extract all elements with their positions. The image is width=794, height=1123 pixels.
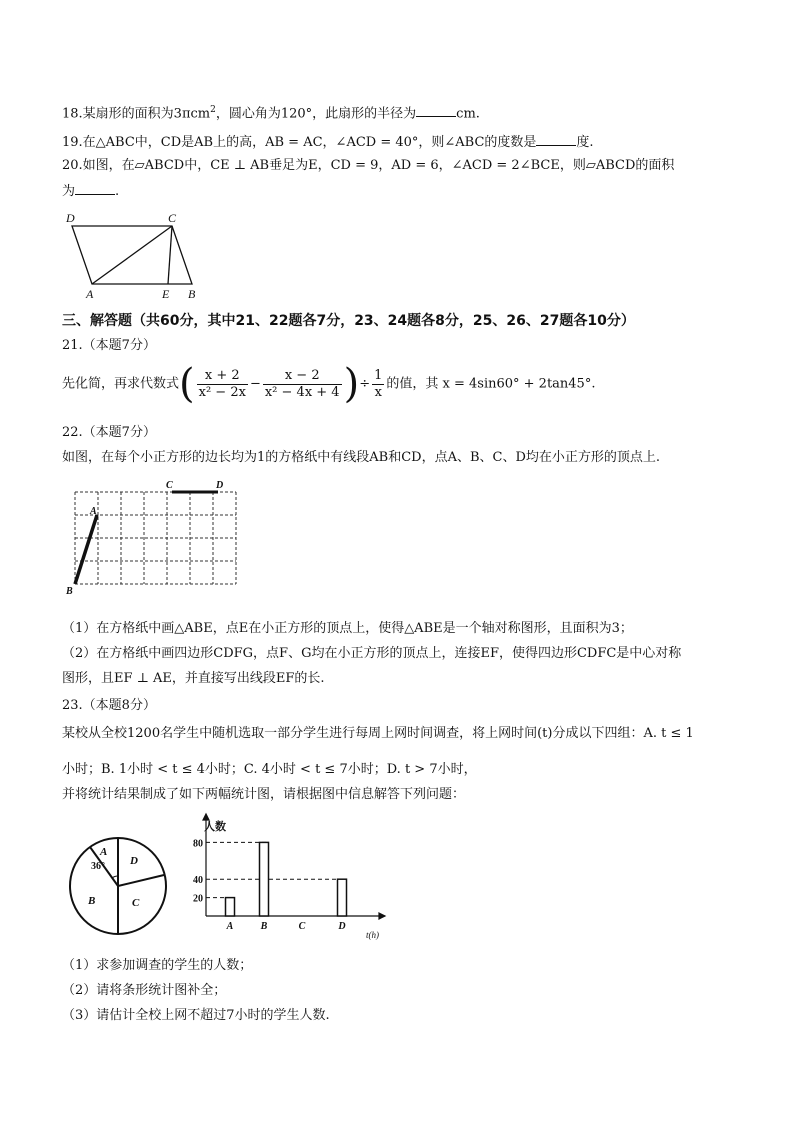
q21-header: 21.（本题7分） — [62, 338, 156, 353]
bar-chart — [180, 812, 395, 947]
q22-header: 22.（本题7分） — [62, 425, 156, 440]
frac2-denominator: x² − 4x + 4 — [264, 384, 340, 400]
diagonal-ac — [92, 226, 172, 284]
q21-paren-open: ( — [179, 361, 195, 407]
pie-label-c: C — [132, 897, 140, 909]
q21-paren-close: ) — [343, 361, 360, 407]
q21-minus: − — [249, 376, 261, 392]
q21-intro: 先化简，再求代数式 — [62, 376, 180, 392]
q20-period: . — [115, 184, 120, 199]
frac2-numerator: x − 2 — [263, 368, 342, 385]
q22-part2-line1: （2）在方格纸中画四边形CDFG，点F、G均在小正方形的顶点上，连接EF，使得四边形CDFC是中心对称 — [62, 646, 682, 661]
grid-label-d: D — [216, 480, 224, 491]
question-19 — [62, 133, 594, 152]
q21-condition: 的值，其 x = 4sin60° + 2tan45°. — [386, 376, 596, 392]
bar-B — [260, 842, 269, 916]
pie-label-b: B — [88, 895, 96, 907]
pie-chart — [66, 832, 176, 944]
x-tick-label: D — [338, 921, 346, 932]
q18-text-mid: ，圆心角为120°，此扇形的半径为 — [215, 106, 417, 122]
bar-marks — [193, 838, 347, 932]
figure-22-grid — [62, 478, 252, 598]
grid-lines — [75, 492, 236, 584]
x-tick-label: C — [298, 921, 306, 932]
q21-divide: ÷ — [359, 376, 371, 392]
y-tick-label: 80 — [193, 838, 203, 850]
q18-sup: 2 — [210, 105, 216, 115]
q22-part2-line2: 图形，且EF ⊥ AE，并直接写出线段EF的长. — [62, 671, 325, 686]
q23-part3: （3）请估计全校上网不超过7小时的学生人数. — [62, 1008, 330, 1023]
q20-text: 为 — [62, 184, 76, 199]
bar-D — [338, 879, 347, 916]
q18-unit: cm. — [456, 106, 480, 122]
pie-label-d: D — [130, 855, 138, 867]
q21-fraction-2 — [263, 368, 342, 401]
label-a: A — [86, 287, 94, 301]
q22-text: 如图，在每个小正方形的边长均为1的方格纸中有线段AB和CD，点A、B、C、D均在小正方形的顶点上. — [62, 450, 661, 465]
x-tick-label: A — [226, 921, 234, 932]
question-20-line1: 20.如图，在▱ABCD中，CE ⊥ AB垂足为E，CD = 9，AD = 6，∠ACD = 2∠BCE，则▱ABCD的面积 — [62, 158, 675, 173]
grid-label-a: A — [90, 506, 97, 517]
label-d: D — [66, 211, 75, 225]
q18-text: 18.某扇形的面积为3πcm — [62, 106, 211, 122]
q18-blank — [416, 104, 456, 117]
q21-fraction-1 — [197, 368, 248, 401]
segment-ab — [75, 515, 97, 584]
grid-label-c: C — [166, 480, 173, 491]
q23-line1: 某校从全校1200名学生中随机选取一部分学生进行每周上网时间调查，将上网时间(t)分成以下四组：A. t ≤ 1 — [62, 726, 694, 741]
q22-part1: （1）在方格纸中画△ABE，点E在小正方形的顶点上，使得△ABE是一个轴对称图形，且面积为3； — [62, 621, 633, 636]
question-20-line2 — [62, 182, 119, 201]
q20-blank — [75, 182, 115, 195]
grid-label-b: B — [66, 586, 73, 597]
figure-20-parallelogram — [62, 208, 212, 302]
q21-fraction-3 — [372, 368, 384, 401]
y-tick-label: 20 — [193, 893, 203, 905]
pie-label-a: A — [100, 846, 108, 858]
bar-A — [226, 898, 235, 916]
x-tick-label: B — [260, 921, 268, 932]
label-e: E — [162, 287, 170, 301]
q23-line3: 并将统计结果制成了如下两幅统计图，请根据图中信息解答下列问题： — [62, 787, 466, 802]
q19-blank — [536, 133, 576, 146]
label-b: B — [188, 287, 196, 301]
section-3-title: 三、解答题（共60分，其中21、22题各7分，23、24题各8分，25、26、27题各10分） — [62, 313, 635, 329]
q21-expression — [62, 361, 596, 407]
y-axis-arrow — [203, 814, 209, 820]
q19-text: 19.在△ABC中，CD是AB上的高，AB = AC，∠ACD = 40°，则∠ABC的度数是 — [62, 135, 537, 150]
q23-part1: （1）求参加调查的学生的人数； — [62, 958, 253, 973]
q23-part2: （2）请将条形统计图补全； — [62, 983, 227, 998]
y-tick-label: 40 — [193, 875, 203, 887]
question-18 — [62, 101, 480, 123]
bar-ylabel: 人数 — [204, 821, 226, 833]
altitude-ce — [168, 226, 172, 284]
q19-unit: 度. — [576, 135, 594, 150]
bar-xlabel: t(h) — [366, 930, 379, 940]
frac1-denominator: x² − 2x — [198, 384, 246, 400]
pie-angle-label: 36° — [91, 861, 105, 872]
x-axis-arrow — [379, 913, 385, 919]
label-c: C — [168, 211, 177, 225]
frac3-denominator: x — [374, 384, 382, 400]
frac3-numerator: 1 — [374, 367, 383, 383]
q23-header: 23.（本题8分） — [62, 698, 156, 713]
frac1-numerator: x + 2 — [197, 368, 248, 385]
pie-divider-d — [118, 875, 164, 886]
q23-line2: 小时；B. 1小时 < t ≤ 4小时；C. 4小时 < t ≤ 7小时；D. t > 7小时， — [62, 762, 477, 777]
